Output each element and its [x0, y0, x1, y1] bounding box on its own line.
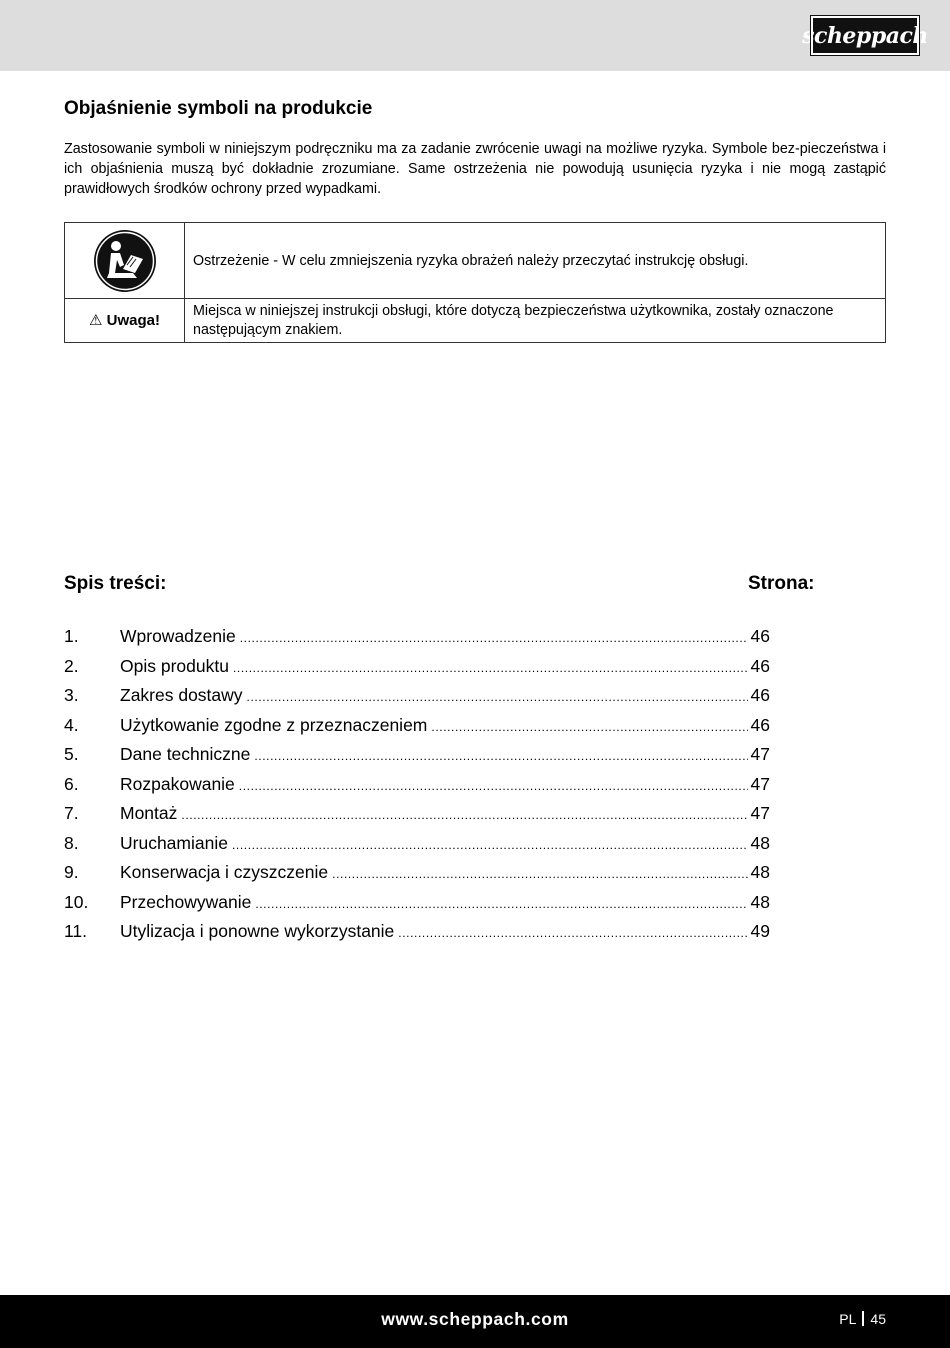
toc-leader	[431, 720, 747, 734]
toc-number: 2.	[64, 655, 79, 676]
symbols-row	[65, 223, 886, 299]
toc-leader	[254, 749, 747, 763]
toc-text: Wprowadzenie	[120, 626, 236, 646]
toc-item[interactable]	[64, 833, 770, 863]
toc-text: Konserwacja i czyszczenie	[120, 862, 329, 882]
toc-item[interactable]	[64, 685, 770, 715]
toc-text: Użytkowanie zgodne z przeznaczeniem	[120, 714, 428, 735]
toc-number: 5.	[64, 744, 79, 764]
warning-label: ⚠ Uwaga!	[89, 311, 160, 329]
read-manual-icon	[93, 229, 157, 293]
toc-page-number: 46	[750, 655, 770, 676]
toc-number: 8.	[64, 832, 79, 853]
symbol-description: Miejsca w niniejszej instrukcji obsługi, które dotyczą bezpieczeństwa użytkownika, zostały oznaczone następującym znakiem.	[185, 299, 886, 343]
toc-title: Spis treści:	[64, 573, 167, 594]
toc-text: Montaż	[120, 803, 178, 823]
toc-page-number: 49	[750, 921, 770, 941]
symbols-intro-text: Zastosowanie symboli w niniejszym podręczniku ma za zadanie zwrócenie uwagi na możliwe ryzyka. Symbole bez-pieczeństwa i ich objaśnienia muszą być dokładnie zrozumiane. Same ostrzeżenia nie powodują usunięcia ryzyka i nie mogą zastąpić prawidłowych środków ochrony przed wypadkami.	[64, 141, 886, 197]
toc-page-number: 46	[750, 685, 770, 705]
toc-number: 11.	[64, 921, 88, 941]
toc-number: 7.	[64, 803, 79, 823]
toc-number: 10.	[64, 891, 89, 912]
footer-language: PL	[839, 1311, 857, 1327]
toc-page-number: 47	[750, 803, 770, 823]
header-bar	[0, 0, 950, 71]
toc-text: Rozpakowanie	[120, 773, 235, 794]
toc-item[interactable]	[64, 715, 770, 745]
toc-leader	[332, 867, 747, 881]
toc-number: 3.	[64, 685, 79, 705]
toc-number: 6.	[64, 773, 79, 794]
symbols-row	[65, 299, 886, 343]
toc-item[interactable]	[64, 921, 770, 951]
symbol-cell	[65, 223, 185, 299]
toc-item[interactable]	[64, 656, 770, 686]
toc-leader	[398, 926, 747, 940]
toc-page-number: 48	[750, 891, 770, 912]
toc-page-number: 48	[750, 832, 770, 853]
toc-item[interactable]	[64, 803, 770, 833]
toc-text: Dane techniczne	[120, 744, 251, 764]
scheppach-logo: scheppach	[811, 16, 919, 55]
footer-url[interactable]: www.scheppach.com	[381, 1309, 569, 1329]
toc-number: 4.	[64, 714, 79, 735]
toc-item[interactable]	[64, 744, 770, 774]
symbol-cell	[65, 299, 185, 343]
toc-page-number: 46	[750, 714, 770, 735]
toc-text: Uruchamianie	[120, 832, 228, 853]
symbol-description: Ostrzeżenie - W celu zmniejszenia ryzyka obrażeń należy przeczytać instrukcję obsługi.	[185, 223, 886, 299]
toc-leader	[240, 631, 748, 645]
footer-separator	[862, 1311, 864, 1326]
footer-page-indicator	[839, 1311, 886, 1327]
footer-bar	[0, 1295, 950, 1348]
toc-page-number: 48	[750, 862, 770, 882]
toc-item[interactable]	[64, 892, 770, 922]
symbols-section-title: Objaśnienie symboli na produkcie	[64, 98, 373, 119]
toc-text: Zakres dostawy	[120, 685, 243, 705]
toc-page-number: 47	[750, 744, 770, 764]
toc-leader	[233, 661, 748, 675]
toc-item[interactable]	[64, 862, 770, 892]
toc-leader	[255, 897, 747, 911]
toc-text: Utylizacja i ponowne wykorzystanie	[120, 921, 395, 941]
toc-leader	[247, 690, 748, 704]
toc-leader	[239, 779, 748, 793]
toc-item[interactable]	[64, 774, 770, 804]
toc-text: Opis produktu	[120, 655, 229, 676]
toc-number: 9.	[64, 862, 79, 882]
symbols-table	[64, 222, 886, 343]
toc-number: 1.	[64, 626, 79, 646]
toc-item[interactable]	[64, 626, 770, 656]
toc-list	[64, 626, 770, 951]
footer-page-number: 45	[870, 1311, 886, 1327]
toc-text: Przechowywanie	[120, 891, 252, 912]
toc-leader	[181, 808, 747, 822]
toc-page-number: 47	[750, 773, 770, 794]
toc-leader	[232, 838, 748, 852]
toc-page-number: 46	[750, 626, 770, 646]
toc-page-header: Strona:	[748, 573, 815, 594]
